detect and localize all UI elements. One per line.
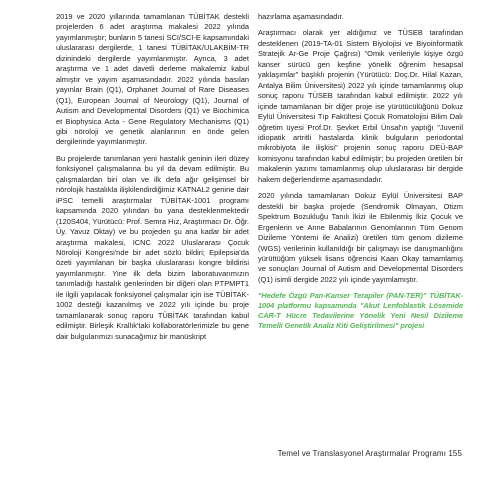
left-paragraph-2: Bu projelerde tanımlanan yeni hastalık geninin ileri düzey fonksiyonel çalışmalarına bu yıl da devam edilmiştir. Bu çalışmalardan biri olan ve ilk defa ağır gelişimsel bir nörolojik hastalıkla ilişkilendirdiğimiz KATNAL2 genine dair iPSC temelli araştırmalar TÜBİTAK-1001 programı kapsamında 2020 yılından bu yana desteklenmektedir (120S404, Yürütücü: Prof. Semra Hız, Araştırmacı Dr. Öğr. Üy. Yavuz Oktay) ve bu projeden şu ana kadar bir adet araştırma makalesi, ICNC 2022 Uluslararası Çocuk Nöroloji Kongresi'nde bir adet sözlü bildiri; Epilepsia'da özeti yayımlanan bir başka uluslararası kongre bildirisi yayımlanmıştır. Yine ilk defa bizim laboratuvarımızın tanımladığı hastalık genlerinden bir diğeri olan PTPMPT1 ile ilgili yapılacak fonksiyonel çalışmalar için ise TÜBİTAK-1002 desteği kazanılmış ve 2022 yılı içinde bu proje tamamlanarak sonuç raporu TÜBİTAK tarafından kabul edilmiştir. Birleşik Krallık'taki kollaboratörlerimizle bu gene dair bulgularımızı sunacağımız bir manüskript bbox=[56, 153, 249, 341]
highlighted-project-title: "Hedefe Özgü Pan-Kanser Terapiler (PAN-TER)" TÜBİTAK-1004 platformu kapsamında "Akut Lenfoblastik Lösemide CAR-T Hücre Tedavilerine Yönelik Yeni Nesil Dizileme Temelli Genetik Analiz Kiti Geliştirilmesi" projesi bbox=[258, 291, 463, 331]
right-paragraph-1: hazırlama aşamasındadır. bbox=[258, 12, 344, 21]
page-footer: Temel ve Translasyonel Araştırmalar Programı 155 bbox=[277, 449, 462, 458]
right-paragraph-2: Araştırmacı olarak yer aldığımız ve TÜSEB tarafından desteklenen (2019-TA-01 Sistem Biyolojisi ve Biyoinformatik Stratejik Ar-Ge Proje Çağrısı) "Omik verileriyle kişiye özgü kanser sürücü gen keşfine yönelik öğrenim hesapsal yaklaşımlar" başlıklı projenin (Yürütücü: Doç.Dr. Hilal Kazan, Antalya Bilim Üniversitesi) 2022 yılı içinde tamamlanmış olup sonuç raporu TÜSEB tarafından kabul edilmiştir. 2022 yılı içinde tamamlanan bir diğer proje ise yürütücülüğünü Dokuz Eylül Üniversitesi Tıp Fakültesi Çocuk Romatolojisi Bilim Dalı öğretim üyesi Prof.Dr. Şevket Erbil Ünsal'ın yaptığı "Juvenil idiopatik artritli hastalarda klinik bulguların periodontal mikrobiyota ile ilişkisi" projenin sonuç raporu DEÜ-BAP komisyonu tarafından kabul edilmiştir; bu projeden üretilen bir makalenin yazımı tamamlanmış olup uluslararası bir dergide hakem değerlendirme aşamasındadır. bbox=[258, 28, 463, 184]
left-column bbox=[56, 12, 249, 348]
right-paragraph-3: 2020 yılında tamamlanan Dokuz Eylül Üniversitesi BAP destekli bir başka projede (Sendromik Olmayan, Otizm Spektrum Bozukluğu Tanılı İkizi ile Ebilenmiş İkiz Çocuk ve Ergenlerin ve Anne Babalarının Genomlarının Tüm Genom Dizileme Yöntemi ile Analizi) üretilen tüm genom dizileme (WGS) verilerinin kullanıldığı bir çalışmayı ise danışmanlığını yürüttüğüm yüksek lisans öğrencisi Kaan Okay tamamlamış ve sonuçları Journal of Autism and Developmental Disorders (Q1) isimli dergide 2022 yılı içinde yayımlamıştır. bbox=[258, 191, 463, 284]
right-column bbox=[258, 12, 463, 337]
left-paragraph-1: 2019 ve 2020 yıllarında tamamlanan TÜBİTAK destekli projelerden 6 adet araştırma makalesi 2022 yılında yayımlanmıştır; bunların 5 tanesi SCI/SCI-E kapsamındaki uluslararası dergilerde, 1 tanesi TÜBİTAK/ULAKBİM-TR dizinindeki dergilerde yayımlanmıştır. Ayrıca, 3 adet araştırma ve 1 adet davetli derleme makalemiz kabul almıştır ve yayım aşamasındadır. 2022 yılında basılan yayınlar Brain (Q1), Orphanet Journal of Rare Diseases (Q1), European Journal of Neurology (Q1), Journal of Autism and Developmental Disorders (Q1) ve Biochimica et Biophysica Acta - Gene Regulatory Mechanisms (Q1) gibi nöroloji ve genetik alanlarının en önde gelen dergilerinde yayımlanmıştır. bbox=[56, 12, 249, 147]
